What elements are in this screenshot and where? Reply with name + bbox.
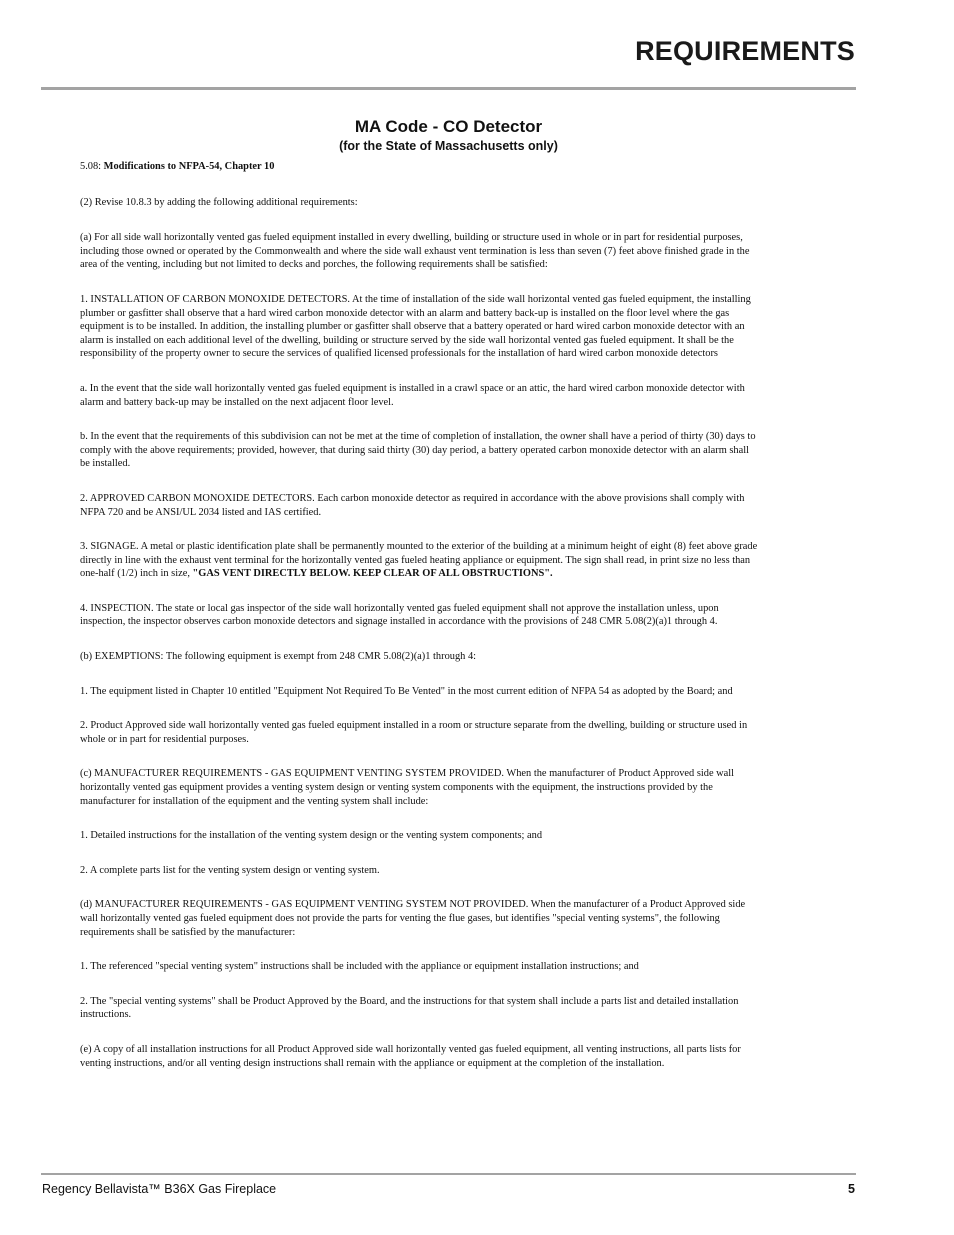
- intro-heading: Modifications to NFPA-54, Chapter 10: [103, 161, 275, 172]
- intro-line: [80, 160, 760, 174]
- paragraph-c-venting-provided: (c) MANUFACTURER REQUIREMENTS - GAS EQUIPMENT VENTING SYSTEM PROVIDED. When the manufacturer of Product Approved side wall horizontally vented gas equipment provides a venting system design or venting system components with the equipment, the instructions provided by the manufacturer for installation of the equipment and the venting system shall include:: [80, 768, 735, 807]
- section-title: MA Code - CO Detector: [354, 117, 543, 136]
- paragraph-c-2: 2. A complete parts list for the venting system design or venting system.: [80, 864, 380, 876]
- paragraph-a-crawl-space: a. In the event that the side wall horizontally vented gas fueled equipment is installed in a crawl space or an attic, the hard wired carbon monoxide detector with alarm and battery back-up may be installed on the next adjacent floor level.: [80, 382, 745, 408]
- signage-text: 3. SIGNAGE. A metal or plastic identification plate shall be permanently mounted to the exterior of the building at a minimum height of eight (8) feet above grade directly in line with the exhaust vent terminal for the horizontally vented gas fueled heating appliance or equipment. The sign shall read, in print size no less than one-half (1/2) inch in size,: [80, 541, 758, 580]
- signage-bold: "GAS VENT DIRECTLY BELOW. KEEP CLEAR OF ALL OBSTRUCTIONS".: [192, 568, 553, 580]
- paragraph-exempt-1: 1. The equipment listed in Chapter 10 entitled "Equipment Not Required To Be Vented" in the most current edition of NFPA 54 as adopted by the Board; and: [80, 685, 733, 697]
- header-divider: [41, 87, 856, 90]
- paragraph-d-1: 1. The referenced "special venting system" instructions shall be included with the appliance or equipment installation instructions; and: [80, 961, 639, 973]
- paragraph-e-copy: (e) A copy of all installation instructions for all Product Approved side wall horizontally vented gas fueled equipment, all venting instructions, all parts lists for venting instructions, and/or all venting design instructions shall remain with the appliance or equipment at the completion of the installation.: [80, 1043, 741, 1069]
- paragraph-2-approved-detectors: 2. APPROVED CARBON MONOXIDE DETECTORS. Each carbon monoxide detector as required in accordance with the above provisions shall comply with NFPA 720 and be ANSI/UL 2034 listed and IAS certified.: [80, 492, 745, 518]
- paragraph-a-side-wall: (a) For all side wall horizontally vented gas fueled equipment installed in every dwelling, building or structure used in whole or in part for residential purposes, including those owned or operated by the Commonwealth and where the side wall exhaust vent termination is less than seven (7) feet above finished grade in the area of the venting, including but not limited to decks and porches, the following requirements shall be satisfied:: [80, 232, 750, 271]
- footer-divider: [41, 1173, 856, 1175]
- page-header-title: REQUIREMENTS: [635, 36, 855, 66]
- footer-product-name: Regency Bellavista™ B36X Gas Fireplace: [42, 1182, 277, 1196]
- paragraph-1-installation: 1. INSTALLATION OF CARBON MONOXIDE DETECTORS. At the time of installation of the side wall horizontal vented gas fueled equipment, the installing plumber or gasfitter shall observe that a hard wired carbon monoxide detector with an alarm and battery back-up is installed on the floor level where the gas equipment is to be installed. In addition, the installing plumber or gasfitter shall observe that a battery operated or hard wired carbon monoxide detector with an alarm is installed on each additional level of the dwelling, building or structure served by the side wall horizontal vented gas fueled equipment. It shall be the responsibility of the property owner to secure the services of qualified licensed professionals for the installation of hard wired carbon monoxide detectors: [80, 293, 751, 360]
- paragraph-b-thirty-days: b. In the event that the requirements of this subdivision can not be met at the time of completion of installation, the owner shall have a period of thirty (30) days to comply with the above requirements; provided, however, that during said thirty (30) day period, a battery operated carbon monoxide detector with an alarm shall be installed.: [80, 431, 756, 470]
- intro-prefix: 5.08:: [80, 161, 104, 172]
- paragraph-exempt-2: 2. Product Approved side wall horizontally vented gas fueled equipment installed in a room or structure separate from the dwelling, building or structure used in whole or in part for residential purposes.: [80, 720, 748, 745]
- document-body: [80, 160, 760, 1070]
- paragraph-revise: (2) Revise 10.8.3 by adding the following additional requirements:: [80, 196, 358, 208]
- paragraph-c-1: 1. Detailed instructions for the installation of the venting system design or the venting system components; and: [80, 830, 543, 842]
- paragraph-d-2: 2. The "special venting systems" shall be Product Approved by the Board, and the instructions for that system shall include a parts list and detailed installation instructions.: [80, 995, 739, 1021]
- section-subtitle: (for the State of Massachusetts only): [339, 139, 558, 153]
- page-number: 5: [848, 1182, 855, 1196]
- paragraph-4-inspection: 4. INSPECTION. The state or local gas inspector of the side wall horizontally vented gas fueled equipment shall not approve the installation unless, upon inspection, the inspector observes carbon monoxide detectors and signage installed in accordance with the provisions of 248 CMR 5.08(2)(a)1 through 4.: [80, 602, 719, 628]
- paragraph-d-venting-not-provided: (d) MANUFACTURER REQUIREMENTS - GAS EQUIPMENT VENTING SYSTEM NOT PROVIDED. When the manufacturer of a Product Approved side wall horizontally vented gas fueled equipment does not provide the parts for venting the flue gases, but identifies "special venting systems", the following requirements shall be satisfied by the manufacturer:: [80, 899, 746, 938]
- paragraph-3-signage: [80, 540, 760, 581]
- paragraph-b-exemptions: (b) EXEMPTIONS: The following equipment is exempt from 248 CMR 5.08(2)(a)1 through 4:: [80, 651, 477, 663]
